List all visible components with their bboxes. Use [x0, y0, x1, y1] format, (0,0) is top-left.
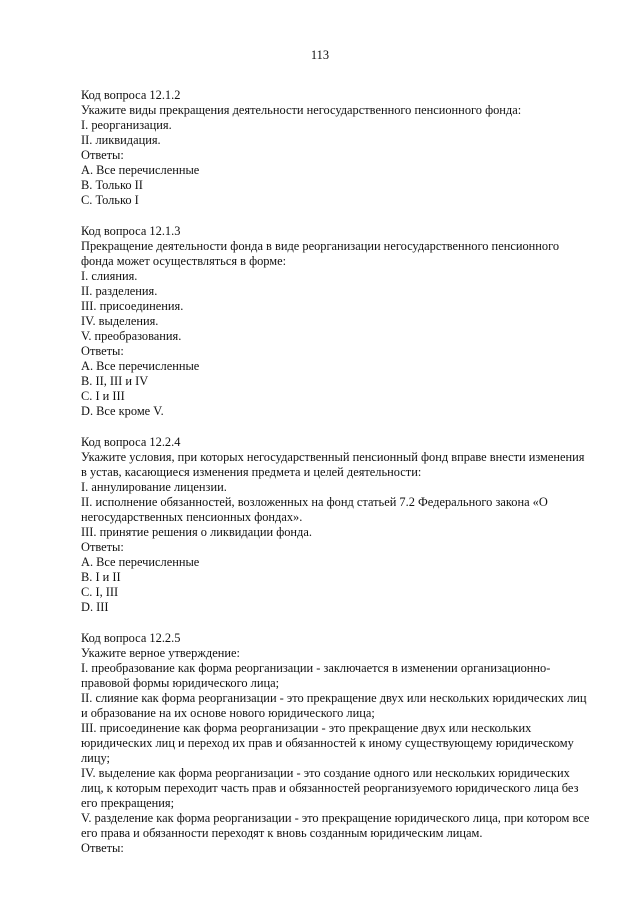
questions-list — [81, 88, 591, 856]
option-line: II. слияние как форма реорганизации - это прекращение двух или нескольких юридических лиц и образование на их основе нового юридического лица; — [81, 691, 587, 720]
answers-label: Ответы: — [81, 344, 124, 358]
option-line: II. исполнение обязанностей, возложенных на фонд статьей 7.2 Федерального закона «О негосударственных пенсионных фондах». — [81, 495, 548, 524]
question-code: Код вопроса 12.1.3 — [81, 224, 181, 238]
option-line: V. разделение как форма реорганизации - это прекращение юридического лица, при котором все его права и обязанности переходят к вновь созданным юридическим лицам. — [81, 811, 590, 840]
page-number: 113 — [310, 48, 330, 62]
question-code: Код вопроса 12.1.2 — [81, 88, 181, 102]
answer-line: A. Все перечисленные — [81, 359, 200, 373]
question-text: Укажите верное утверждение: — [81, 646, 240, 660]
answer-line: B. Только II — [81, 178, 143, 192]
answers-label: Ответы: — [81, 841, 124, 855]
answers-label: Ответы: — [81, 540, 124, 554]
answer-line: C. I, III — [81, 585, 119, 599]
option-line: I. аннулирование лицензии. — [81, 480, 227, 494]
option-line: II. ликвидация. — [81, 133, 161, 147]
option-line: III. присоединение как форма реорганизации - это прекращение двух или нескольких юридических лиц и переход их прав и обязанностей к иному существующему юридическому лицу; — [81, 721, 574, 765]
option-line: III. присоединения. — [81, 299, 184, 313]
answer-line: B. I и II — [81, 570, 121, 584]
option-line: II. разделения. — [81, 284, 158, 298]
answers-label: Ответы: — [81, 148, 124, 162]
question-block — [81, 631, 591, 856]
answer-line: D. III — [81, 600, 109, 614]
option-line: V. преобразования. — [81, 329, 182, 343]
question-text: Укажите условия, при которых негосударственный пенсионный фонд вправе внести изменения в устав, касающиеся изменения предмета и целей деятельности: — [81, 450, 585, 479]
answer-line: B. II, III и IV — [81, 374, 149, 388]
option-line: IV. выделения. — [81, 314, 159, 328]
question-code: Код вопроса 12.2.4 — [81, 435, 181, 449]
answer-line: A. Все перечисленные — [81, 555, 200, 569]
option-line: I. слияния. — [81, 269, 138, 283]
question-text: Укажите виды прекращения деятельности негосударственного пенсионного фонда: — [81, 103, 522, 117]
option-line: I. реорганизация. — [81, 118, 172, 132]
question-code: Код вопроса 12.2.5 — [81, 631, 181, 645]
question-block — [81, 88, 591, 208]
question-block — [81, 224, 591, 419]
answer-line: A. Все перечисленные — [81, 163, 200, 177]
question-block — [81, 435, 591, 615]
question-text: Прекращение деятельности фонда в виде реорганизации негосударственного пенсионного фонда может осуществляться в форме: — [81, 239, 560, 268]
answer-line: D. Все кроме V. — [81, 404, 164, 418]
answer-line: C. Только I — [81, 193, 139, 207]
option-line: I. преобразование как форма реорганизации - заключается в изменении организационно-правовой формы юридического лица; — [81, 661, 551, 690]
option-line: III. принятие решения о ликвидации фонда. — [81, 525, 312, 539]
option-line: IV. выделение как форма реорганизации - это создание одного или нескольких юридических лиц, к которым переходит часть прав и обязанностей реорганизуемого юридического лица без его прекращения; — [81, 766, 579, 810]
answer-line: C. I и III — [81, 389, 125, 403]
